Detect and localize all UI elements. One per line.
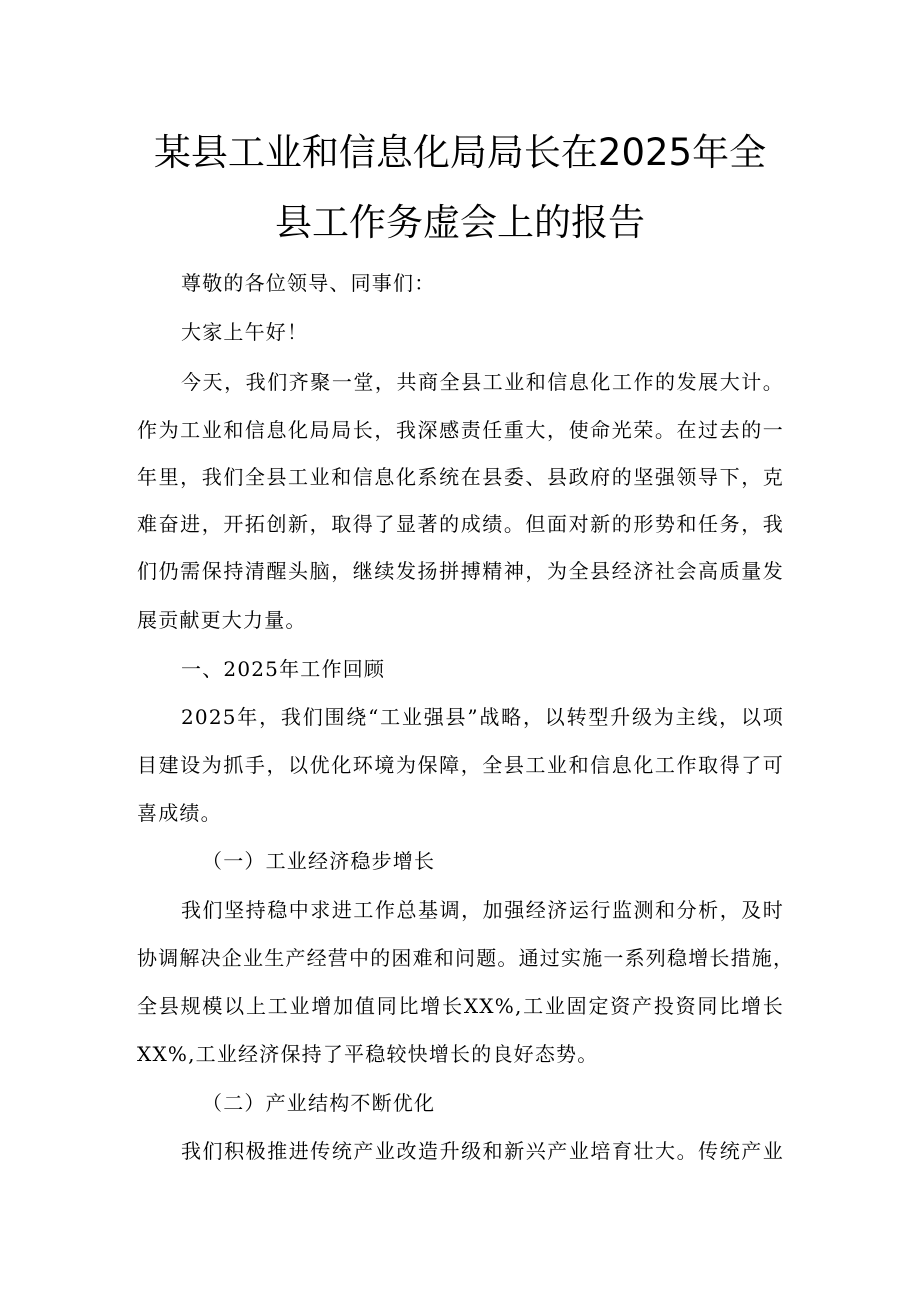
intro-line-2: 作为工业和信息化局局长，我深感责任重大，使命光荣。在过去的一 [137,418,784,442]
subsection-1-line-4: XX%,工业经济保持了平稳较快增长的良好态势。 [137,1042,599,1066]
intro-line-4: 难奋进，开拓创新，取得了显著的成绩。但面对新的形势和任务，我 [137,512,784,536]
subsection-2-line-1: 我们积极推进传统产业改造升级和新兴产业培育壮大。传统产业 [181,1139,784,1163]
subsection-1-line-3: 全县规模以上工业增加值同比增长XX%,工业固定资产投资同比增长 [137,994,784,1018]
section-1-line-1: 2025年，我们围绕“工业强县”战略，以转型升级为主线，以项 [181,705,784,729]
intro-line-6: 展贡献更大力量。 [137,608,307,632]
intro-line-5: 们仍需保持清醒头脑，继续发扬拼搏精神，为全县经济社会高质量发 [137,559,784,583]
document-title-line-2: 县工作务虚会上的报告 [275,201,645,244]
intro-line-1: 今天，我们齐聚一堂，共商全县工业和信息化工作的发展大计。 [181,370,784,394]
section-1-heading: 一、2025年工作回顾 [181,657,386,681]
subsection-1-heading: （一）工业经济稳步增长 [202,849,436,873]
section-1-line-2: 目建设为抓手，以优化环境为保障，全县工业和信息化工作取得了可 [137,753,784,777]
document-title-line-1: 某县工业和信息化局局长在2025年全 [153,131,767,174]
salutation: 尊敬的各位领导、同事们： [181,271,436,295]
subsection-1-line-1: 我们坚持稳中求进工作总基调，加强经济运行监测和分析，及时 [181,898,784,922]
subsection-1-line-2: 协调解决企业生产经营中的困难和问题。通过实施一系列稳增长措施， [137,946,795,970]
section-1-line-3: 喜成绩。 [137,801,222,825]
subsection-2-heading: （二）产业结构不断优化 [202,1091,436,1115]
intro-line-3: 年里，我们全县工业和信息化系统在县委、县政府的坚强领导下，克 [137,465,784,489]
greeting: 大家上午好！ [181,320,309,344]
